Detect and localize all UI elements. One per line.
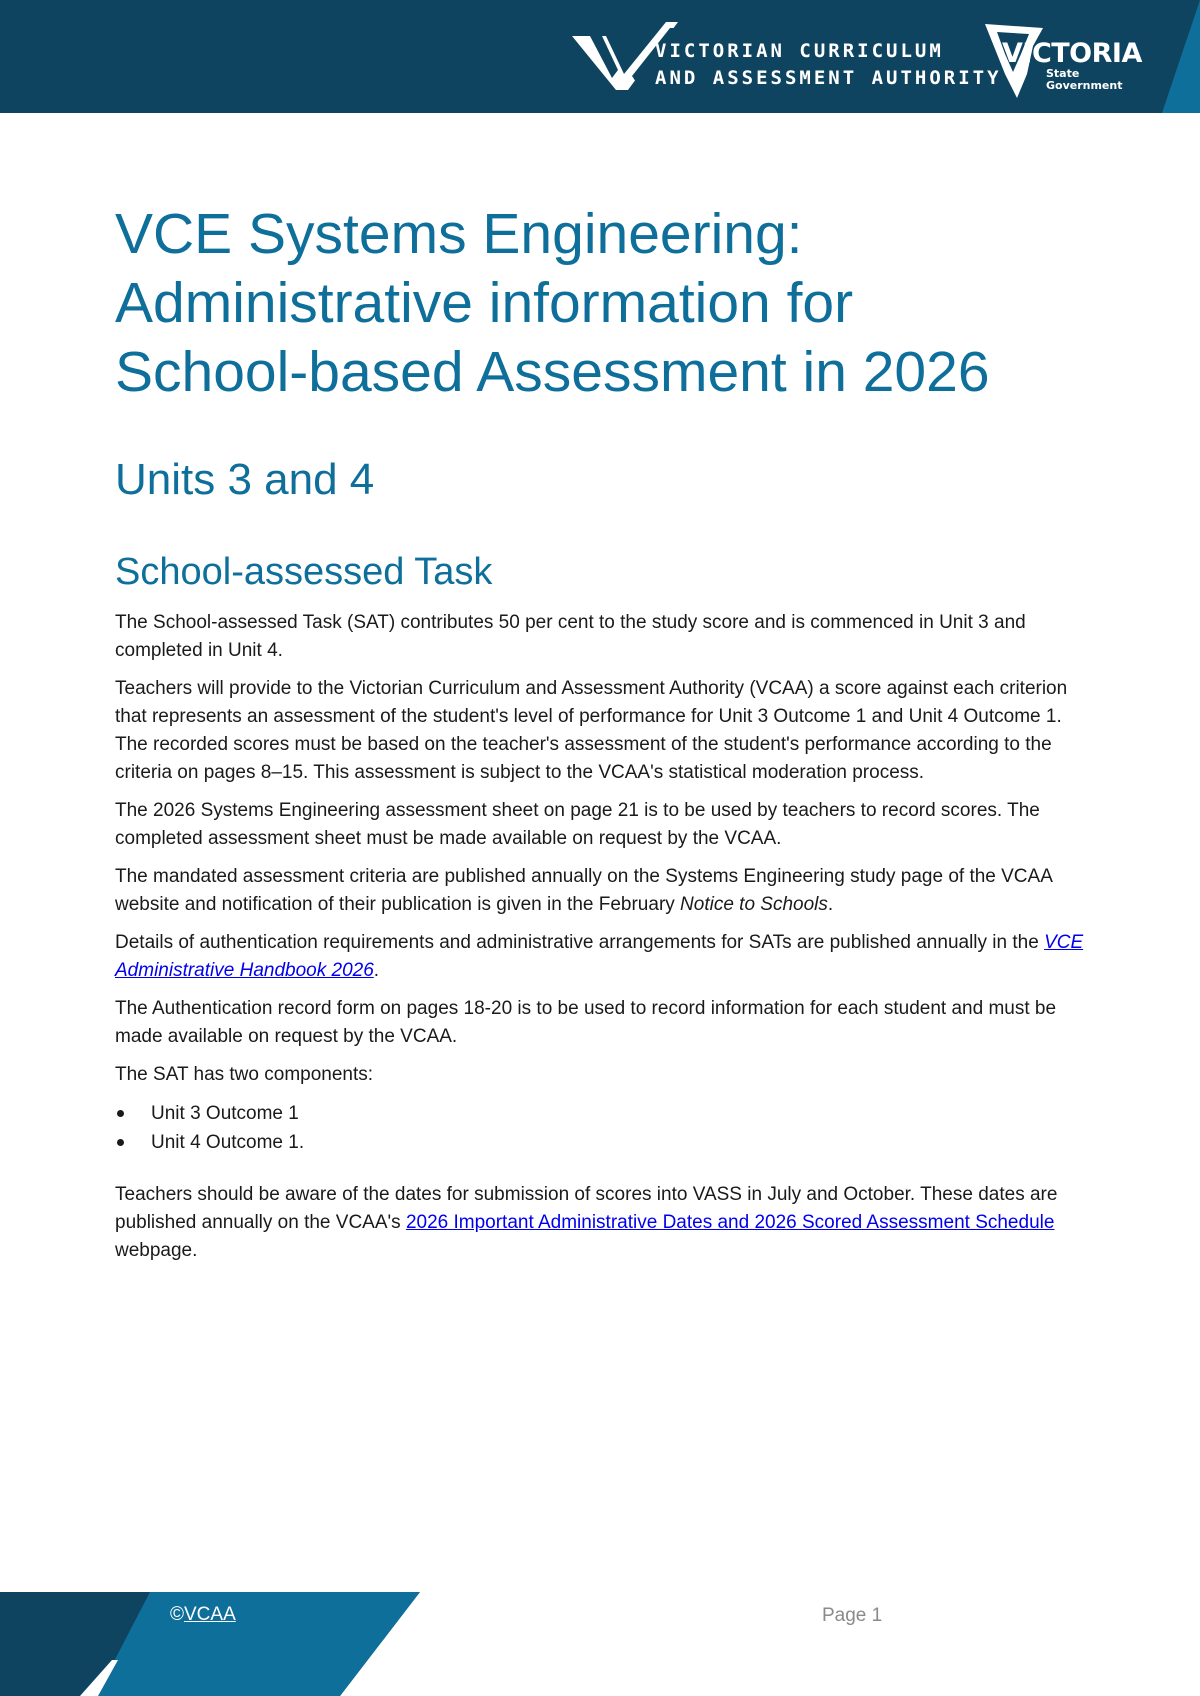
paragraph-5 [115,929,1095,985]
copyright-symbol: © [170,1604,184,1625]
list-item: Unit 4 Outcome 1. [115,1128,1095,1157]
paragraph-6: The Authentication record form on pages 18-20 is to be used to record information for each student and must be made available on request by the VCAA. [115,998,1057,1047]
section-heading: School-assessed Task [115,551,493,593]
paragraph-8-end: webpage. [115,1240,198,1261]
title-line-2: Administrative information for [115,271,854,335]
title-line-1: VCE Systems Engineering: [115,202,803,266]
state-government-label [1046,68,1122,92]
paragraph-4-text: The mandated assessment criteria are published annually on the Systems Engineering study page of the VCAA website and notification of their publication is given in the February [115,866,1052,915]
paragraph-5-end: . [373,960,380,981]
paragraph-3: The 2026 Systems Engineering assessment sheet on page 21 is to be used by teachers to record scores. The completed assessment sheet must be made available on request by the VCAA. [115,800,1040,849]
vic-sub-line1: State [1046,67,1080,80]
paragraph-2: Teachers will provide to the Victorian Curriculum and Assessment Authority (VCAA) a score against each criterion that represents an assessment of the student's level of performance for Unit 3 Outcome 1 and Unit 4 Outcome 1. The recorded scores must be based on the teacher's assessment of the student's performance according to the criteria on pages 8–15. This assessment is subject to the VCAA's statistical moderation process. [115,678,1068,783]
components-list [115,1099,1095,1157]
vcaa-line1: VICTORIAN CURRICULUM [655,40,944,62]
document-title [115,200,1095,407]
list-item: Unit 3 Outcome 1 [115,1099,1095,1128]
document-subtitle: Units 3 and 4 [115,455,375,504]
paragraph-7: The SAT has two components: [115,1064,374,1085]
victoria-wordmark: VICTORIA [1002,38,1142,69]
vcaa-wordmark [655,38,1002,92]
paragraph-8 [115,1181,1095,1265]
important-dates-link[interactable]: 2026 Important Administrative Dates and 2026 Scored Assessment Schedule [405,1212,1055,1233]
vic-sub-line2: Government [1046,79,1123,92]
vce-handbook-link-text: VCE Administrative Handbook 2026 [115,932,1084,981]
notice-to-schools-italic: Notice to Schools [680,894,828,915]
vcaa-copyright-link[interactable]: VCAA [184,1604,236,1625]
document-body [115,200,1095,1265]
paragraph-1: The School-assessed Task (SAT) contributes 50 per cent to the study score and is commenced in Unit 3 and completed in Unit 4. [115,612,1026,661]
copyright-notice [170,1604,236,1626]
page-header [0,0,1200,113]
header-corner-accent [1162,0,1200,113]
vcaa-line2: AND ASSESSMENT AUTHORITY [655,67,1002,89]
paragraph-4-end: . [827,894,834,915]
paragraph-8-text: Teachers should be aware of the dates for submission of scores into VASS in July and October. These dates are published annually on the VCAA's [115,1184,1058,1233]
paragraph-5-text: Details of authentication requirements and administrative arrangements for SATs are published annually in the [115,932,1045,953]
title-line-3: School-based Assessment in 2026 [115,340,990,404]
page-number: Page 1 [822,1605,883,1626]
paragraph-4 [115,863,1095,919]
